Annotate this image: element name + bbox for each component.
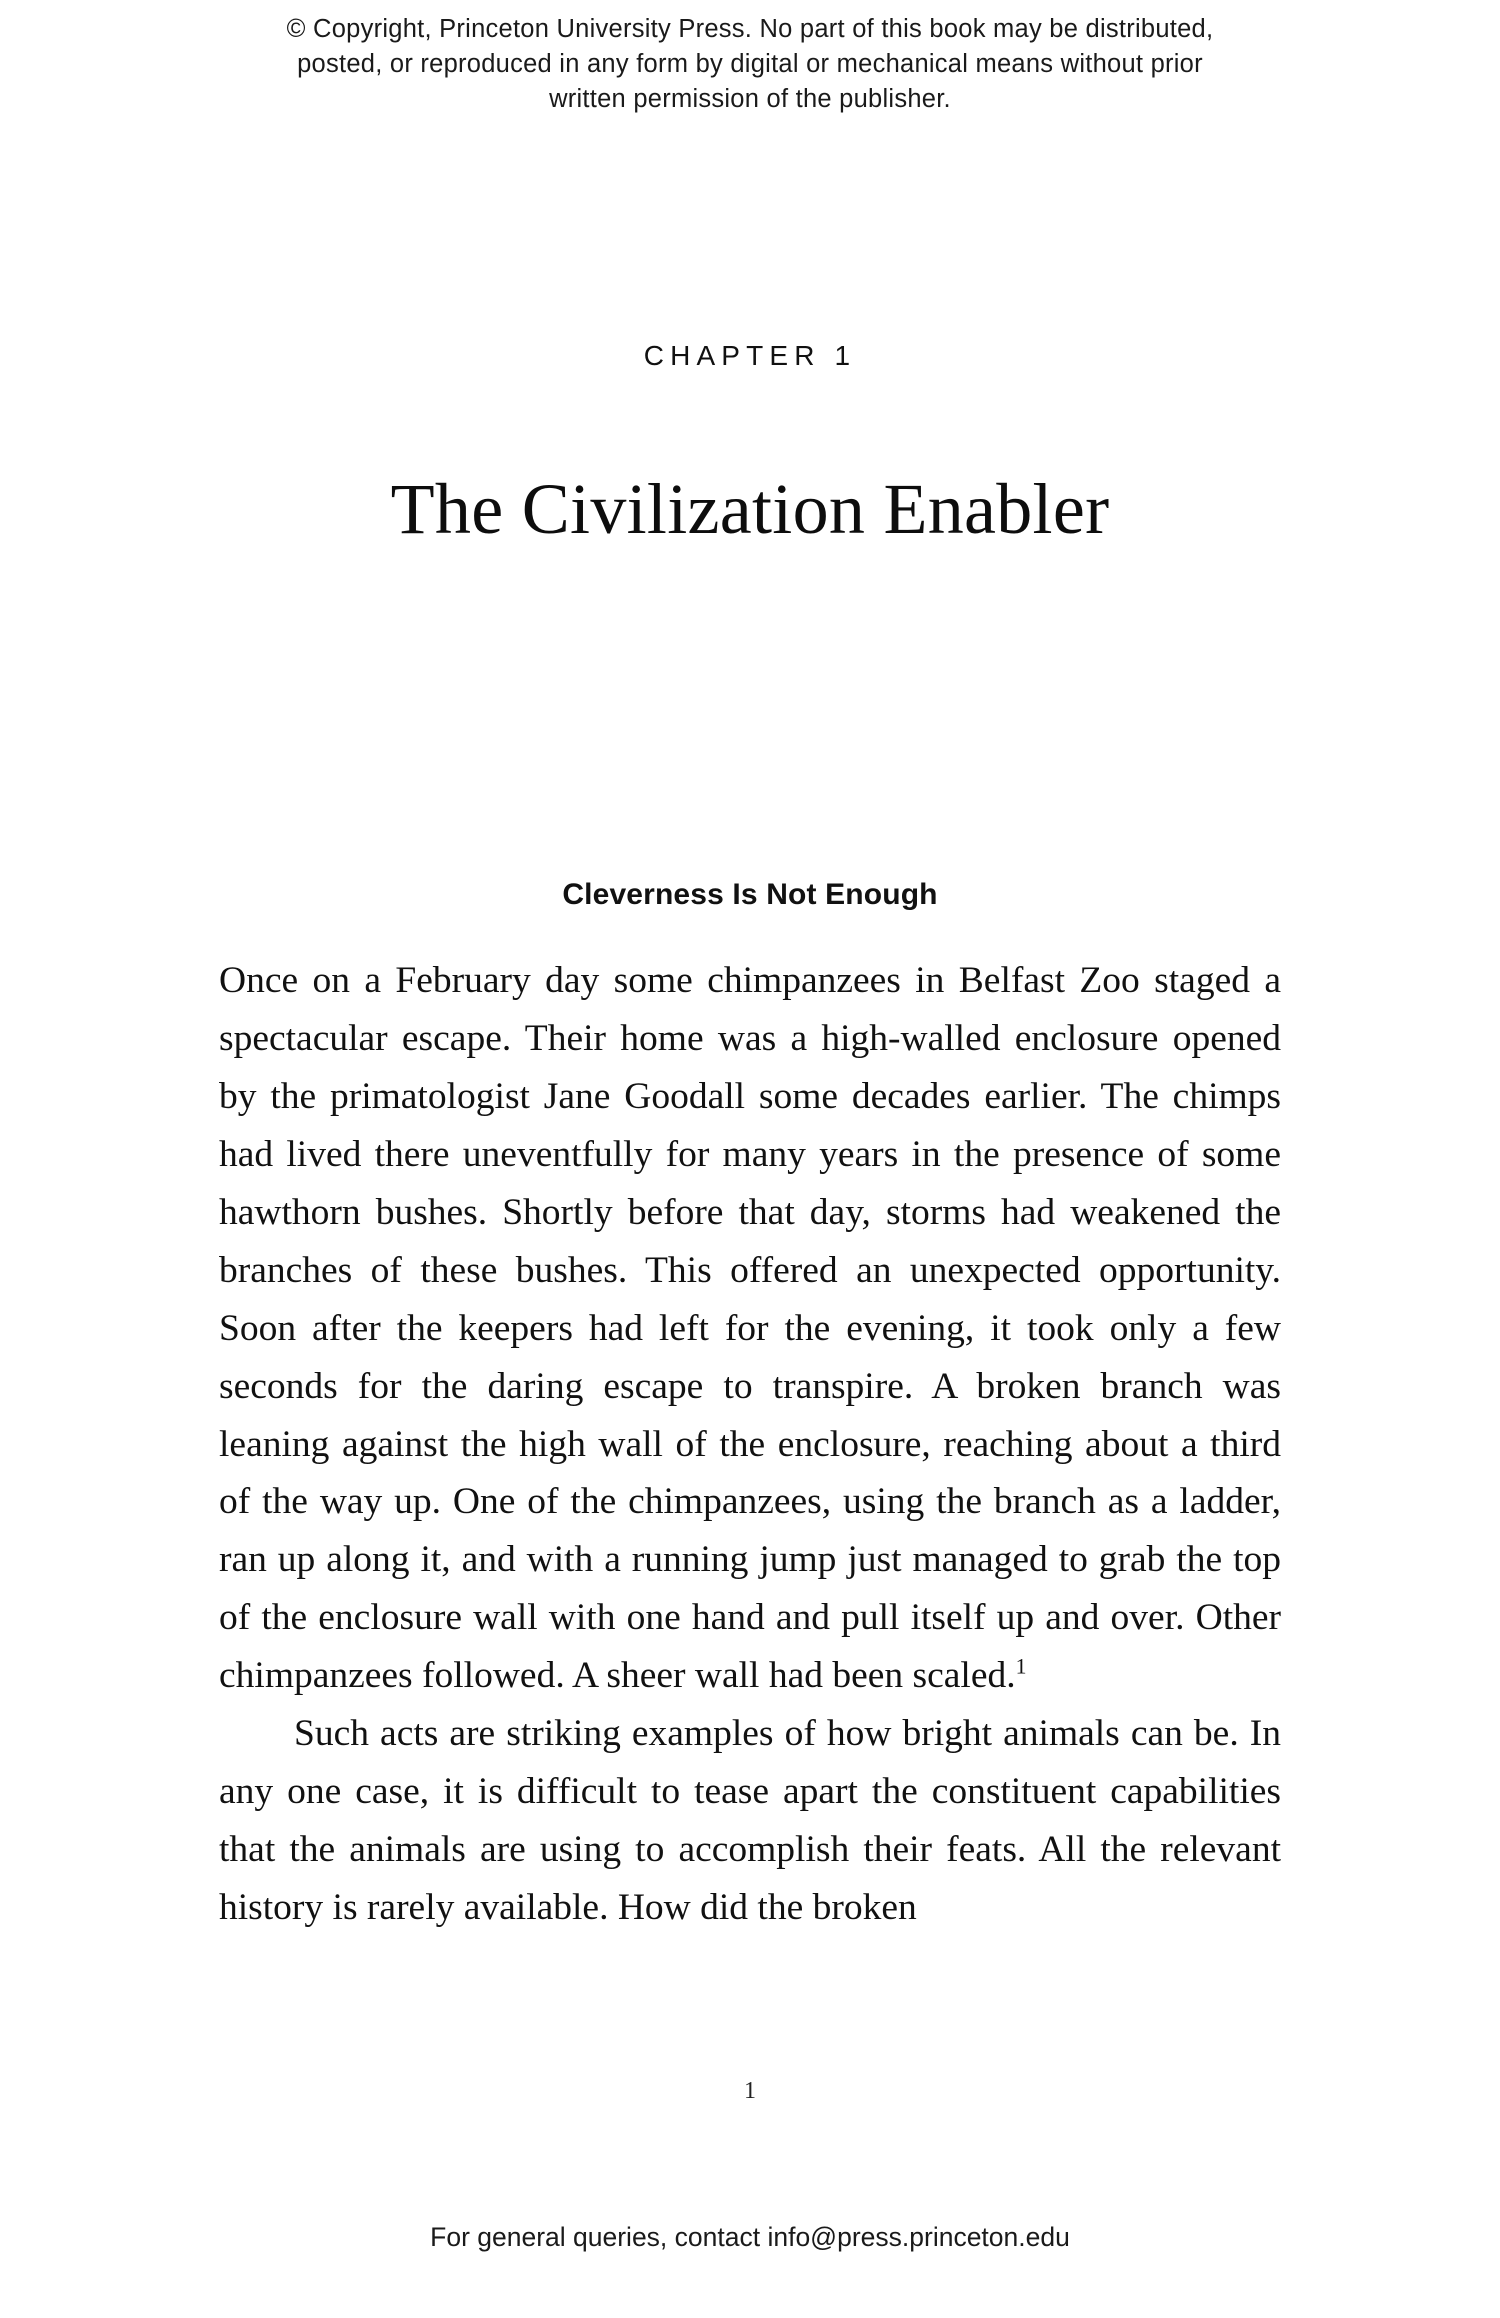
body-text (219, 952, 1281, 1937)
chapter-title: The Civilization Enabler (390, 469, 1110, 549)
paragraph (219, 952, 1281, 1705)
chapter-label: CHAPTER 1 (643, 340, 857, 371)
footer-query-line: For general queries, contact info@press.princeton.edu (430, 2222, 1070, 2252)
copyright-notice: © Copyright, Princeton University Press. No part of this book may be distributed, posted, or reproduced in any form by digital or mechanical means without prior written permission of the publisher. (286, 15, 1214, 113)
paragraph-text: Once on a February day some chimpanzees in Belfast Zoo staged a spectacular escape. Their home was a high-walled enclosure opened by the primatologist Jane Goodall some decades earlier. The chimps had lived there uneventfully for many years in the presence of some hawthorn bushes. Shortly before that day, storms had weakened the branches of these bushes. This offered an unexpected opportunity. Soon after the keepers had left for the evening, it took only a few seconds for the daring escape to transpire. A broken branch was leaning against the high wall of the enclosure, reaching about a third of the way up. One of the chimpanzees, using the branch as a ladder, ran up along it, and with a running jump just managed to grab the top of the enclosure wall with one hand and pull itself up and over. Other chimpanzees followed. A sheer wall had been scaled. (219, 960, 1281, 1697)
section-heading: Cleverness Is Not Enough (562, 878, 938, 911)
page-number: 1 (744, 2078, 756, 2104)
footnote-marker: 1 (1015, 1654, 1027, 1679)
paragraph: Such acts are striking examples of how bright animals can be. In any one case, it is difficult to tease apart the constituent capabilities that the animals are using to accomplish their feats. All the relevant history is rarely available. How did the broken (219, 1713, 1281, 1928)
